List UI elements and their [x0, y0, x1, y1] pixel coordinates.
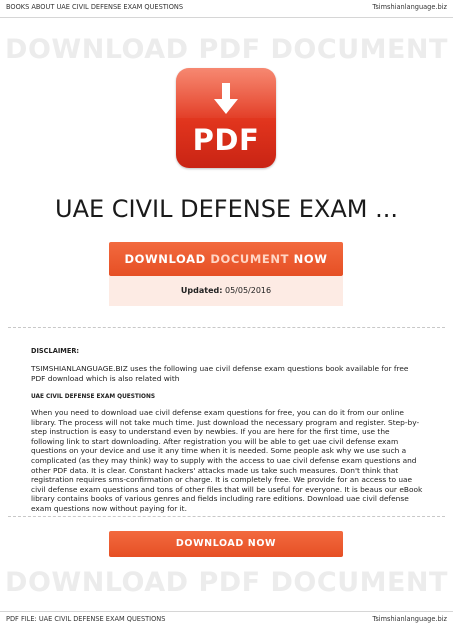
watermark-bottom: DOWNLOAD PDF DOCUMENT — [5, 567, 448, 598]
download-button-text-2: DOCUMENT — [210, 252, 290, 266]
page-footer — [0, 615, 453, 629]
section-heading: UAE CIVIL DEFENSE EXAM QUESTIONS — [31, 394, 155, 400]
footer-left-text: PDF FILE: UAE CIVIL DEFENSE EXAM QUESTIONS — [6, 615, 166, 623]
page-header — [0, 3, 453, 17]
download-now-button[interactable]: DOWNLOAD NOW — [109, 531, 343, 557]
down-arrow-icon — [211, 81, 241, 119]
dashed-separator-top — [8, 327, 445, 328]
header-left-text: BOOKS ABOUT UAE CIVIL DEFENSE EXAM QUESTIONS — [6, 3, 184, 11]
footer-rule — [0, 611, 453, 612]
updated-date: 05/05/2016 — [224, 286, 272, 295]
document-title: UAE CIVIL DEFENSE EXAM ... — [55, 195, 398, 223]
pdf-icon-label: PDF — [192, 123, 260, 157]
disclaimer-heading: DISCLAIMER: — [31, 347, 80, 355]
pdf-icon — [176, 68, 276, 168]
dashed-separator-bottom — [8, 516, 445, 517]
header-rule — [0, 17, 453, 18]
watermark-top: DOWNLOAD PDF DOCUMENT — [5, 34, 448, 65]
download-document-button[interactable] — [109, 242, 343, 276]
updated-info — [109, 276, 343, 306]
disclaimer-text: TSIMSHIANLANGUAGE.BIZ uses the following uae civil defense exam questions book available for free PDF download which is also related with — [31, 364, 409, 383]
footer-site-link[interactable]: Tsimshianlanguage.biz — [372, 615, 447, 623]
updated-label: Updated: — [180, 286, 223, 295]
download-button-text-1: DOWNLOAD — [124, 252, 211, 266]
header-site-link[interactable]: Tsimshianlanguage.biz — [372, 3, 447, 11]
download-button-text-3: NOW — [289, 252, 328, 266]
section-text: When you need to download uae civil defense exam questions for free, you can do it from our online library. The process will not take much time. Just download the necessary program and register. Step-by-step instruction is easy to understand even by newbies. If you are here for the first time, use the following link to start downloading. After registration you will be able to get uae civil defense exam questions on your device and use it any time when it is needed. Some people ask why we use such a complicated (as they may think) way to supply with the access to uae civil defense exam questions and other PDF data. It is clear. Constant hackers' attacks made us take such measures. Don't think that registration requires sms-confirmation or charge. It is completely free. We provide for an access to uae civil defense exam questions and tons of other files that will be useful for everyone. It is beaus our eBook library contains books of various genres and fields including rare editions. Download uae civil defense exam questions now without paying for it. — [31, 408, 423, 513]
